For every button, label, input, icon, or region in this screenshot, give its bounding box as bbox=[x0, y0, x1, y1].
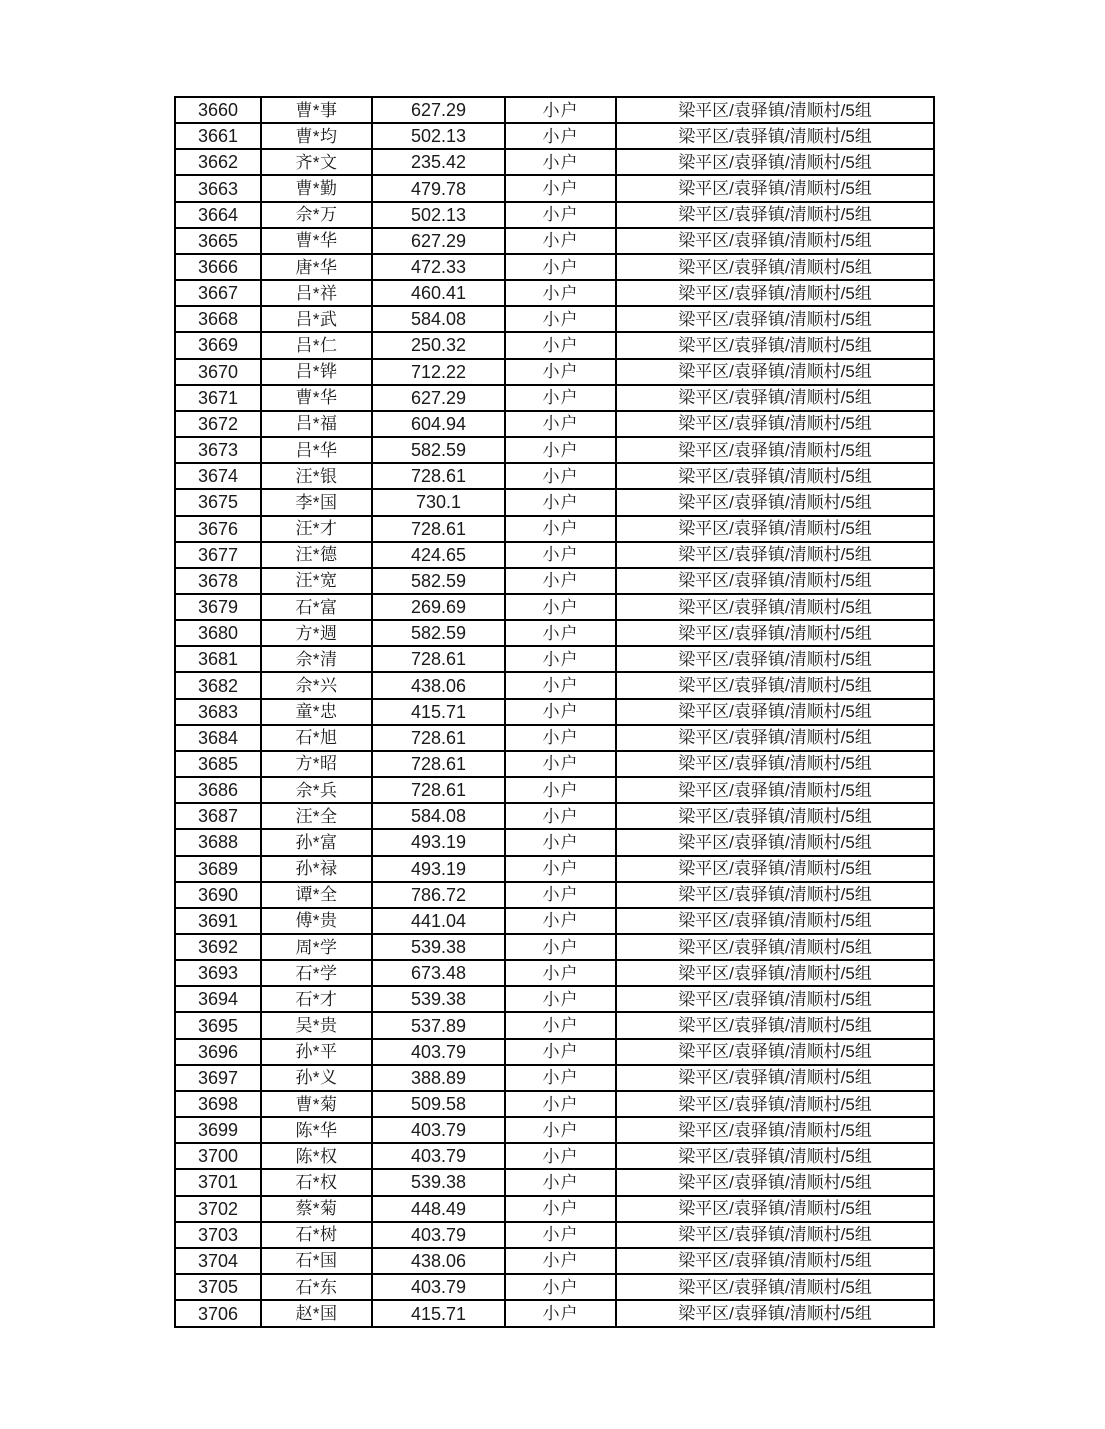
household-subsidy-table bbox=[174, 96, 935, 1328]
cell-id: 3700 bbox=[175, 1143, 261, 1169]
cell-household_type: 小户 bbox=[505, 777, 616, 803]
cell-id: 3692 bbox=[175, 934, 261, 960]
cell-name: 汪*全 bbox=[261, 803, 372, 829]
cell-location: 梁平区/袁驿镇/清顺村/5组 bbox=[616, 97, 934, 123]
table-row bbox=[175, 437, 934, 463]
cell-household_type: 小户 bbox=[505, 986, 616, 1012]
cell-household_type: 小户 bbox=[505, 1039, 616, 1065]
cell-name: 童*忠 bbox=[261, 699, 372, 725]
cell-location: 梁平区/袁驿镇/清顺村/5组 bbox=[616, 1196, 934, 1222]
cell-amount: 403.79 bbox=[372, 1117, 505, 1143]
cell-id: 3681 bbox=[175, 646, 261, 672]
cell-amount: 582.59 bbox=[372, 620, 505, 646]
cell-location: 梁平区/袁驿镇/清顺村/5组 bbox=[616, 882, 934, 908]
cell-household_type: 小户 bbox=[505, 542, 616, 568]
cell-name: 曹*均 bbox=[261, 123, 372, 149]
cell-amount: 728.61 bbox=[372, 777, 505, 803]
cell-id: 3706 bbox=[175, 1300, 261, 1327]
cell-household_type: 小户 bbox=[505, 620, 616, 646]
cell-id: 3701 bbox=[175, 1169, 261, 1195]
cell-location: 梁平区/袁驿镇/清顺村/5组 bbox=[616, 829, 934, 855]
cell-name: 佘*兴 bbox=[261, 672, 372, 698]
cell-amount: 479.78 bbox=[372, 175, 505, 201]
cell-name: 孙*平 bbox=[261, 1039, 372, 1065]
cell-household_type: 小户 bbox=[505, 646, 616, 672]
table-row bbox=[175, 803, 934, 829]
table-row bbox=[175, 1274, 934, 1300]
cell-amount: 502.13 bbox=[372, 202, 505, 228]
cell-id: 3671 bbox=[175, 385, 261, 411]
table-row bbox=[175, 986, 934, 1012]
cell-id: 3664 bbox=[175, 202, 261, 228]
cell-name: 赵*国 bbox=[261, 1300, 372, 1327]
table-row bbox=[175, 725, 934, 751]
cell-location: 梁平区/袁驿镇/清顺村/5组 bbox=[616, 489, 934, 515]
cell-location: 梁平区/袁驿镇/清顺村/5组 bbox=[616, 856, 934, 882]
cell-location: 梁平区/袁驿镇/清顺村/5组 bbox=[616, 280, 934, 306]
cell-location: 梁平区/袁驿镇/清顺村/5组 bbox=[616, 542, 934, 568]
cell-name: 曹*勤 bbox=[261, 175, 372, 201]
cell-amount: 539.38 bbox=[372, 934, 505, 960]
cell-name: 唐*华 bbox=[261, 254, 372, 280]
cell-location: 梁平区/袁驿镇/清顺村/5组 bbox=[616, 123, 934, 149]
table-row bbox=[175, 123, 934, 149]
cell-amount: 509.58 bbox=[372, 1091, 505, 1117]
cell-household_type: 小户 bbox=[505, 489, 616, 515]
cell-id: 3674 bbox=[175, 463, 261, 489]
table-row bbox=[175, 568, 934, 594]
cell-id: 3697 bbox=[175, 1065, 261, 1091]
cell-id: 3675 bbox=[175, 489, 261, 515]
cell-amount: 235.42 bbox=[372, 149, 505, 175]
cell-name: 曹*华 bbox=[261, 385, 372, 411]
cell-name: 汪*银 bbox=[261, 463, 372, 489]
cell-id: 3690 bbox=[175, 882, 261, 908]
cell-amount: 786.72 bbox=[372, 882, 505, 908]
cell-location: 梁平区/袁驿镇/清顺村/5组 bbox=[616, 1169, 934, 1195]
table-row bbox=[175, 463, 934, 489]
cell-amount: 415.71 bbox=[372, 699, 505, 725]
cell-amount: 460.41 bbox=[372, 280, 505, 306]
cell-location: 梁平区/袁驿镇/清顺村/5组 bbox=[616, 228, 934, 254]
cell-amount: 250.32 bbox=[372, 332, 505, 358]
cell-id: 3704 bbox=[175, 1248, 261, 1274]
cell-household_type: 小户 bbox=[505, 385, 616, 411]
table-row bbox=[175, 1196, 934, 1222]
cell-amount: 438.06 bbox=[372, 1248, 505, 1274]
cell-amount: 424.65 bbox=[372, 542, 505, 568]
cell-location: 梁平区/袁驿镇/清顺村/5组 bbox=[616, 594, 934, 620]
table-row bbox=[175, 646, 934, 672]
cell-amount: 584.08 bbox=[372, 306, 505, 332]
cell-household_type: 小户 bbox=[505, 699, 616, 725]
cell-location: 梁平区/袁驿镇/清顺村/5组 bbox=[616, 202, 934, 228]
cell-location: 梁平区/袁驿镇/清顺村/5组 bbox=[616, 516, 934, 542]
cell-id: 3677 bbox=[175, 542, 261, 568]
cell-household_type: 小户 bbox=[505, 934, 616, 960]
cell-household_type: 小户 bbox=[505, 1143, 616, 1169]
cell-location: 梁平区/袁驿镇/清顺村/5组 bbox=[616, 359, 934, 385]
table-row bbox=[175, 1091, 934, 1117]
cell-location: 梁平区/袁驿镇/清顺村/5组 bbox=[616, 751, 934, 777]
cell-household_type: 小户 bbox=[505, 594, 616, 620]
cell-location: 梁平区/袁驿镇/清顺村/5组 bbox=[616, 1143, 934, 1169]
cell-name: 曹*事 bbox=[261, 97, 372, 123]
cell-amount: 502.13 bbox=[372, 123, 505, 149]
cell-id: 3669 bbox=[175, 332, 261, 358]
cell-location: 梁平区/袁驿镇/清顺村/5组 bbox=[616, 777, 934, 803]
cell-amount: 673.48 bbox=[372, 960, 505, 986]
cell-amount: 472.33 bbox=[372, 254, 505, 280]
cell-household_type: 小户 bbox=[505, 908, 616, 934]
cell-location: 梁平区/袁驿镇/清顺村/5组 bbox=[616, 1091, 934, 1117]
cell-location: 梁平区/袁驿镇/清顺村/5组 bbox=[616, 620, 934, 646]
table-row bbox=[175, 149, 934, 175]
table-row bbox=[175, 385, 934, 411]
cell-name: 吕*仁 bbox=[261, 332, 372, 358]
cell-name: 曹*菊 bbox=[261, 1091, 372, 1117]
cell-amount: 728.61 bbox=[372, 725, 505, 751]
cell-name: 孙*义 bbox=[261, 1065, 372, 1091]
cell-id: 3693 bbox=[175, 960, 261, 986]
cell-id: 3699 bbox=[175, 1117, 261, 1143]
cell-household_type: 小户 bbox=[505, 882, 616, 908]
cell-household_type: 小户 bbox=[505, 359, 616, 385]
cell-amount: 728.61 bbox=[372, 463, 505, 489]
cell-name: 陈*华 bbox=[261, 1117, 372, 1143]
table-row bbox=[175, 1248, 934, 1274]
cell-name: 吕*武 bbox=[261, 306, 372, 332]
cell-household_type: 小户 bbox=[505, 411, 616, 437]
cell-household_type: 小户 bbox=[505, 1091, 616, 1117]
table-row bbox=[175, 934, 934, 960]
cell-household_type: 小户 bbox=[505, 306, 616, 332]
cell-household_type: 小户 bbox=[505, 97, 616, 123]
cell-id: 3666 bbox=[175, 254, 261, 280]
table-row bbox=[175, 1039, 934, 1065]
cell-name: 孙*禄 bbox=[261, 856, 372, 882]
table-row bbox=[175, 751, 934, 777]
cell-household_type: 小户 bbox=[505, 1012, 616, 1038]
cell-name: 石*东 bbox=[261, 1274, 372, 1300]
cell-household_type: 小户 bbox=[505, 463, 616, 489]
table-row bbox=[175, 856, 934, 882]
cell-household_type: 小户 bbox=[505, 1117, 616, 1143]
cell-id: 3680 bbox=[175, 620, 261, 646]
cell-name: 吴*贵 bbox=[261, 1012, 372, 1038]
cell-household_type: 小户 bbox=[505, 437, 616, 463]
cell-household_type: 小户 bbox=[505, 672, 616, 698]
cell-id: 3683 bbox=[175, 699, 261, 725]
cell-id: 3696 bbox=[175, 1039, 261, 1065]
cell-amount: 604.94 bbox=[372, 411, 505, 437]
cell-household_type: 小户 bbox=[505, 960, 616, 986]
cell-household_type: 小户 bbox=[505, 568, 616, 594]
cell-location: 梁平区/袁驿镇/清顺村/5组 bbox=[616, 646, 934, 672]
table-row bbox=[175, 97, 934, 123]
cell-household_type: 小户 bbox=[505, 803, 616, 829]
table-row bbox=[175, 228, 934, 254]
cell-location: 梁平区/袁驿镇/清顺村/5组 bbox=[616, 306, 934, 332]
cell-household_type: 小户 bbox=[505, 175, 616, 201]
cell-location: 梁平区/袁驿镇/清顺村/5组 bbox=[616, 254, 934, 280]
cell-id: 3670 bbox=[175, 359, 261, 385]
cell-amount: 728.61 bbox=[372, 646, 505, 672]
cell-amount: 627.29 bbox=[372, 385, 505, 411]
table-row bbox=[175, 594, 934, 620]
cell-household_type: 小户 bbox=[505, 228, 616, 254]
cell-household_type: 小户 bbox=[505, 1196, 616, 1222]
table-row bbox=[175, 306, 934, 332]
cell-name: 蔡*菊 bbox=[261, 1196, 372, 1222]
cell-id: 3703 bbox=[175, 1222, 261, 1248]
cell-amount: 730.1 bbox=[372, 489, 505, 515]
cell-location: 梁平区/袁驿镇/清顺村/5组 bbox=[616, 1222, 934, 1248]
cell-id: 3686 bbox=[175, 777, 261, 803]
cell-location: 梁平区/袁驿镇/清顺村/5组 bbox=[616, 1248, 934, 1274]
table-row bbox=[175, 1065, 934, 1091]
cell-id: 3665 bbox=[175, 228, 261, 254]
cell-location: 梁平区/袁驿镇/清顺村/5组 bbox=[616, 699, 934, 725]
table-row bbox=[175, 1222, 934, 1248]
cell-id: 3691 bbox=[175, 908, 261, 934]
cell-household_type: 小户 bbox=[505, 516, 616, 542]
cell-amount: 441.04 bbox=[372, 908, 505, 934]
cell-household_type: 小户 bbox=[505, 751, 616, 777]
cell-location: 梁平区/袁驿镇/清顺村/5组 bbox=[616, 411, 934, 437]
cell-location: 梁平区/袁驿镇/清顺村/5组 bbox=[616, 437, 934, 463]
cell-location: 梁平区/袁驿镇/清顺村/5组 bbox=[616, 568, 934, 594]
cell-location: 梁平区/袁驿镇/清顺村/5组 bbox=[616, 175, 934, 201]
cell-household_type: 小户 bbox=[505, 202, 616, 228]
table-row bbox=[175, 489, 934, 515]
cell-name: 曹*华 bbox=[261, 228, 372, 254]
cell-name: 方*昭 bbox=[261, 751, 372, 777]
cell-name: 方*週 bbox=[261, 620, 372, 646]
table-row bbox=[175, 1169, 934, 1195]
cell-id: 3678 bbox=[175, 568, 261, 594]
cell-name: 石*国 bbox=[261, 1248, 372, 1274]
cell-name: 陈*权 bbox=[261, 1143, 372, 1169]
cell-location: 梁平区/袁驿镇/清顺村/5组 bbox=[616, 385, 934, 411]
cell-amount: 403.79 bbox=[372, 1143, 505, 1169]
cell-location: 梁平区/袁驿镇/清顺村/5组 bbox=[616, 1039, 934, 1065]
cell-location: 梁平区/袁驿镇/清顺村/5组 bbox=[616, 803, 934, 829]
cell-location: 梁平区/袁驿镇/清顺村/5组 bbox=[616, 1274, 934, 1300]
cell-id: 3684 bbox=[175, 725, 261, 751]
cell-id: 3660 bbox=[175, 97, 261, 123]
cell-id: 3685 bbox=[175, 751, 261, 777]
cell-id: 3667 bbox=[175, 280, 261, 306]
cell-household_type: 小户 bbox=[505, 856, 616, 882]
table-row bbox=[175, 829, 934, 855]
cell-id: 3682 bbox=[175, 672, 261, 698]
table-row bbox=[175, 699, 934, 725]
cell-location: 梁平区/袁驿镇/清顺村/5组 bbox=[616, 725, 934, 751]
cell-name: 汪*德 bbox=[261, 542, 372, 568]
cell-id: 3662 bbox=[175, 149, 261, 175]
table-row bbox=[175, 620, 934, 646]
cell-household_type: 小户 bbox=[505, 254, 616, 280]
cell-amount: 438.06 bbox=[372, 672, 505, 698]
cell-location: 梁平区/袁驿镇/清顺村/5组 bbox=[616, 1117, 934, 1143]
table-row bbox=[175, 1300, 934, 1327]
table-row bbox=[175, 280, 934, 306]
cell-amount: 493.19 bbox=[372, 856, 505, 882]
cell-name: 佘*万 bbox=[261, 202, 372, 228]
cell-name: 佘*清 bbox=[261, 646, 372, 672]
cell-id: 3661 bbox=[175, 123, 261, 149]
cell-id: 3687 bbox=[175, 803, 261, 829]
cell-location: 梁平区/袁驿镇/清顺村/5组 bbox=[616, 1012, 934, 1038]
table-body bbox=[175, 97, 934, 1327]
cell-household_type: 小户 bbox=[505, 1065, 616, 1091]
cell-amount: 582.59 bbox=[372, 568, 505, 594]
table-row bbox=[175, 1117, 934, 1143]
table-row bbox=[175, 960, 934, 986]
cell-amount: 627.29 bbox=[372, 228, 505, 254]
cell-name: 石*旭 bbox=[261, 725, 372, 751]
cell-amount: 537.89 bbox=[372, 1012, 505, 1038]
cell-household_type: 小户 bbox=[505, 149, 616, 175]
cell-name: 石*富 bbox=[261, 594, 372, 620]
cell-id: 3663 bbox=[175, 175, 261, 201]
cell-location: 梁平区/袁驿镇/清顺村/5组 bbox=[616, 1300, 934, 1327]
cell-household_type: 小户 bbox=[505, 1300, 616, 1327]
cell-name: 石*学 bbox=[261, 960, 372, 986]
cell-household_type: 小户 bbox=[505, 829, 616, 855]
cell-amount: 403.79 bbox=[372, 1274, 505, 1300]
table-row bbox=[175, 672, 934, 698]
cell-id: 3668 bbox=[175, 306, 261, 332]
cell-name: 傅*贵 bbox=[261, 908, 372, 934]
table-row bbox=[175, 359, 934, 385]
cell-amount: 582.59 bbox=[372, 437, 505, 463]
cell-name: 汪*宽 bbox=[261, 568, 372, 594]
cell-id: 3695 bbox=[175, 1012, 261, 1038]
cell-household_type: 小户 bbox=[505, 725, 616, 751]
cell-household_type: 小户 bbox=[505, 280, 616, 306]
cell-amount: 269.69 bbox=[372, 594, 505, 620]
cell-amount: 539.38 bbox=[372, 986, 505, 1012]
cell-location: 梁平区/袁驿镇/清顺村/5组 bbox=[616, 463, 934, 489]
table-row bbox=[175, 202, 934, 228]
cell-id: 3698 bbox=[175, 1091, 261, 1117]
cell-amount: 712.22 bbox=[372, 359, 505, 385]
cell-id: 3689 bbox=[175, 856, 261, 882]
cell-location: 梁平区/袁驿镇/清顺村/5组 bbox=[616, 332, 934, 358]
cell-id: 3702 bbox=[175, 1196, 261, 1222]
cell-amount: 493.19 bbox=[372, 829, 505, 855]
table-row bbox=[175, 332, 934, 358]
cell-name: 佘*兵 bbox=[261, 777, 372, 803]
cell-name: 孙*富 bbox=[261, 829, 372, 855]
table-row bbox=[175, 1012, 934, 1038]
cell-name: 李*国 bbox=[261, 489, 372, 515]
cell-household_type: 小户 bbox=[505, 332, 616, 358]
cell-name: 石*树 bbox=[261, 1222, 372, 1248]
table-row bbox=[175, 411, 934, 437]
cell-household_type: 小户 bbox=[505, 1274, 616, 1300]
cell-household_type: 小户 bbox=[505, 123, 616, 149]
cell-amount: 403.79 bbox=[372, 1222, 505, 1248]
cell-household_type: 小户 bbox=[505, 1169, 616, 1195]
cell-amount: 728.61 bbox=[372, 516, 505, 542]
cell-household_type: 小户 bbox=[505, 1222, 616, 1248]
cell-name: 吕*华 bbox=[261, 437, 372, 463]
table-row bbox=[175, 254, 934, 280]
cell-location: 梁平区/袁驿镇/清顺村/5组 bbox=[616, 672, 934, 698]
cell-id: 3676 bbox=[175, 516, 261, 542]
table-row bbox=[175, 1143, 934, 1169]
cell-location: 梁平区/袁驿镇/清顺村/5组 bbox=[616, 149, 934, 175]
cell-id: 3705 bbox=[175, 1274, 261, 1300]
cell-location: 梁平区/袁驿镇/清顺村/5组 bbox=[616, 908, 934, 934]
table-row bbox=[175, 777, 934, 803]
cell-name: 周*学 bbox=[261, 934, 372, 960]
cell-amount: 403.79 bbox=[372, 1039, 505, 1065]
cell-id: 3673 bbox=[175, 437, 261, 463]
cell-amount: 627.29 bbox=[372, 97, 505, 123]
cell-name: 吕*铧 bbox=[261, 359, 372, 385]
cell-name: 汪*才 bbox=[261, 516, 372, 542]
table-row bbox=[175, 908, 934, 934]
cell-amount: 448.49 bbox=[372, 1196, 505, 1222]
cell-name: 石*才 bbox=[261, 986, 372, 1012]
cell-name: 齐*文 bbox=[261, 149, 372, 175]
cell-id: 3694 bbox=[175, 986, 261, 1012]
cell-location: 梁平区/袁驿镇/清顺村/5组 bbox=[616, 986, 934, 1012]
cell-amount: 415.71 bbox=[372, 1300, 505, 1327]
cell-location: 梁平区/袁驿镇/清顺村/5组 bbox=[616, 1065, 934, 1091]
cell-id: 3672 bbox=[175, 411, 261, 437]
table-row bbox=[175, 175, 934, 201]
table-row bbox=[175, 542, 934, 568]
table-row bbox=[175, 516, 934, 542]
cell-location: 梁平区/袁驿镇/清顺村/5组 bbox=[616, 934, 934, 960]
cell-name: 谭*全 bbox=[261, 882, 372, 908]
cell-location: 梁平区/袁驿镇/清顺村/5组 bbox=[616, 960, 934, 986]
cell-household_type: 小户 bbox=[505, 1248, 616, 1274]
cell-amount: 584.08 bbox=[372, 803, 505, 829]
cell-name: 石*权 bbox=[261, 1169, 372, 1195]
cell-amount: 539.38 bbox=[372, 1169, 505, 1195]
cell-name: 吕*祥 bbox=[261, 280, 372, 306]
cell-id: 3688 bbox=[175, 829, 261, 855]
table-row bbox=[175, 882, 934, 908]
cell-amount: 388.89 bbox=[372, 1065, 505, 1091]
cell-amount: 728.61 bbox=[372, 751, 505, 777]
cell-name: 吕*福 bbox=[261, 411, 372, 437]
cell-id: 3679 bbox=[175, 594, 261, 620]
